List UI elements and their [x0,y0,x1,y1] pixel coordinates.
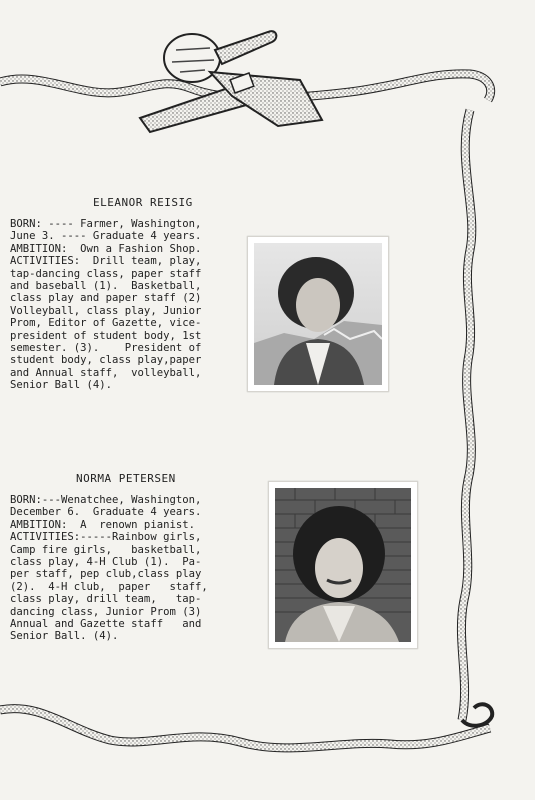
portrait-image [254,243,382,385]
student-bio: BORN:---Wenatchee, Washington, December 6. Graduate 4 years. AMBITION: A renown pianist. ACTIVITIES:-----Rainbow girls, Camp fire girls, basketball, class play, 4-H Club (1). Pa- per staff, pep club,class play (2). 4-H club, paper staff, class play, drill team, tap- dancing class, Junior Prom (3) Annual and Gazette staff and Senior Ball. (4). [10,494,208,643]
student-name: NORMA PETERSEN [76,472,176,485]
student-photo [247,236,389,392]
student-photo [268,481,418,649]
student-name: ELEANOR REISIG [93,196,193,209]
portrait-image [275,488,411,642]
student-bio: BORN: ---- Farmer, Washington, June 3. ---- Graduate 4 years. AMBITION: Own a Fashion Shop. ACTIVITIES: Drill team, play, tap-dancing class, paper staff and baseball (1). Basketball, class play and paper staff (2) Volleyball, class play, Junior Prom, Editor of Gazette, vice- president of student body, 1st semester. (3). President of student body, class play,paper and Annual staff, volleyball, Senior Ball (4). [10,218,202,392]
